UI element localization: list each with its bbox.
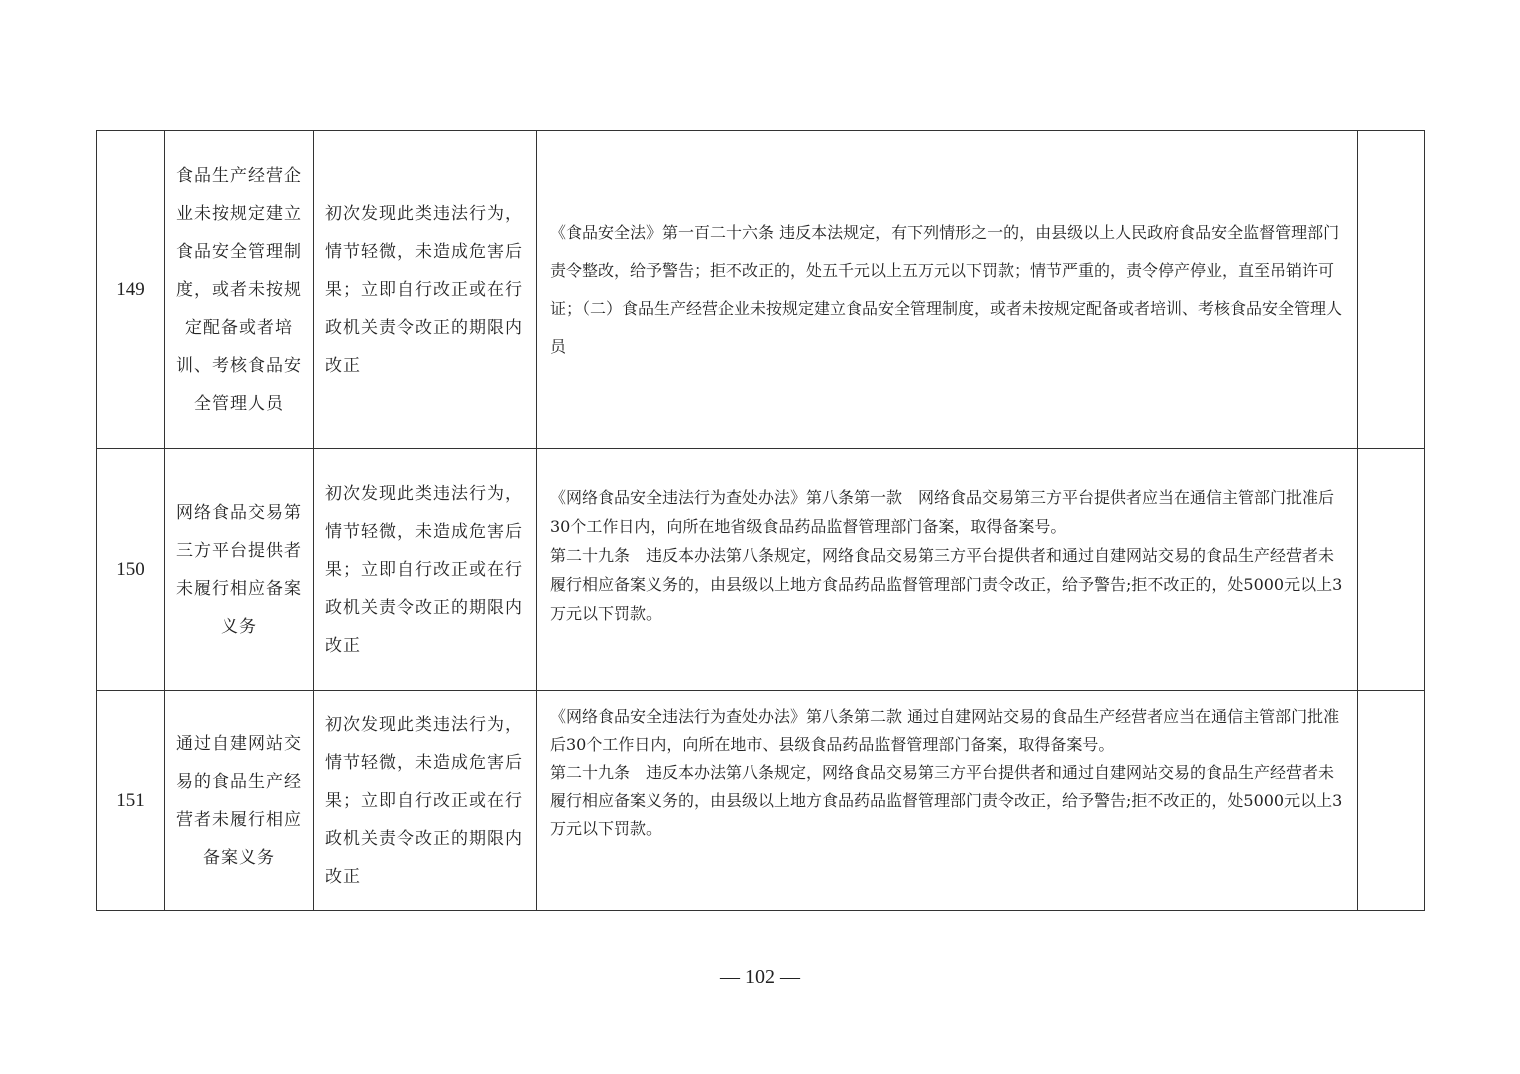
violation-item: 通过自建网站交易的食品生产经营者未履行相应备案义务 <box>165 691 314 911</box>
row-number: 149 <box>97 131 165 449</box>
circumstance-text: 初次发现此类违法行为，情节轻微，未造成危害后果；立即自行改正或在行政机关责令改正的期限内改正 <box>314 449 537 691</box>
circumstance-text: 初次发现此类违法行为，情节轻微，未造成危害后果；立即自行改正或在行政机关责令改正的期限内改正 <box>314 131 537 449</box>
legal-basis-paragraph: 《食品安全法》第一百二十六条 违反本法规定，有下列情形之一的，由县级以上人民政府食品安全监督管理部门责令整改，给予警告；拒不改正的，处五千元以上五万元以下罚款；情节严重的，责令停产停业，直至吊销许可证；（二）食品生产经营企业未按规定建立食品安全管理制度，或者未按规定配备或者培训、考核食品安全管理人员 <box>550 222 1343 356</box>
legal-basis-paragraph: 第二十九条 违反本办法第八条规定，网络食品交易第三方平台提供者和通过自建网站交易的食品生产经营者未履行相应备案义务的，由县级以上地方食品药品监督管理部门责令改正，给予警告;拒不改正的，处5000元以上3万元以下罚款。 <box>550 546 1343 623</box>
legal-basis <box>537 131 1358 449</box>
note-cell <box>1358 131 1425 449</box>
regulation-table <box>96 130 1425 911</box>
violation-item: 食品生产经营企业未按规定建立食品安全管理制度，或者未按规定配备或者培训、考核食品安全管理人员 <box>165 131 314 449</box>
table-row <box>97 449 1425 691</box>
violation-item: 网络食品交易第三方平台提供者未履行相应备案义务 <box>165 449 314 691</box>
note-cell <box>1358 449 1425 691</box>
page-number: — 102 — <box>720 966 800 988</box>
note-cell <box>1358 691 1425 911</box>
legal-basis-paragraph: 《网络食品安全违法行为查处办法》第八条第一款 网络食品交易第三方平台提供者应当在通信主管部门批准后30个工作日内，向所在地省级食品药品监督管理部门备案，取得备案号。 <box>550 488 1335 536</box>
table-row <box>97 691 1425 911</box>
legal-basis <box>537 691 1358 911</box>
legal-basis-paragraph: 《网络食品安全违法行为查处办法》第八条第二款 通过自建网站交易的食品生产经营者应当在通信主管部门批准后30个工作日内，向所在地市、县级食品药品监督管理部门备案，取得备案号。 <box>550 707 1340 754</box>
table-row <box>97 131 1425 449</box>
row-number: 151 <box>97 691 165 911</box>
row-number: 150 <box>97 449 165 691</box>
circumstance-text: 初次发现此类违法行为，情节轻微，未造成危害后果；立即自行改正或在行政机关责令改正的期限内改正 <box>314 691 537 911</box>
legal-basis <box>537 449 1358 691</box>
legal-basis-paragraph: 第二十九条 违反本办法第八条规定，网络食品交易第三方平台提供者和通过自建网站交易的食品生产经营者未履行相应备案义务的，由县级以上地方食品药品监督管理部门责令改正，给予警告;拒不改正的，处5000元以上3万元以下罚款。 <box>550 763 1343 838</box>
